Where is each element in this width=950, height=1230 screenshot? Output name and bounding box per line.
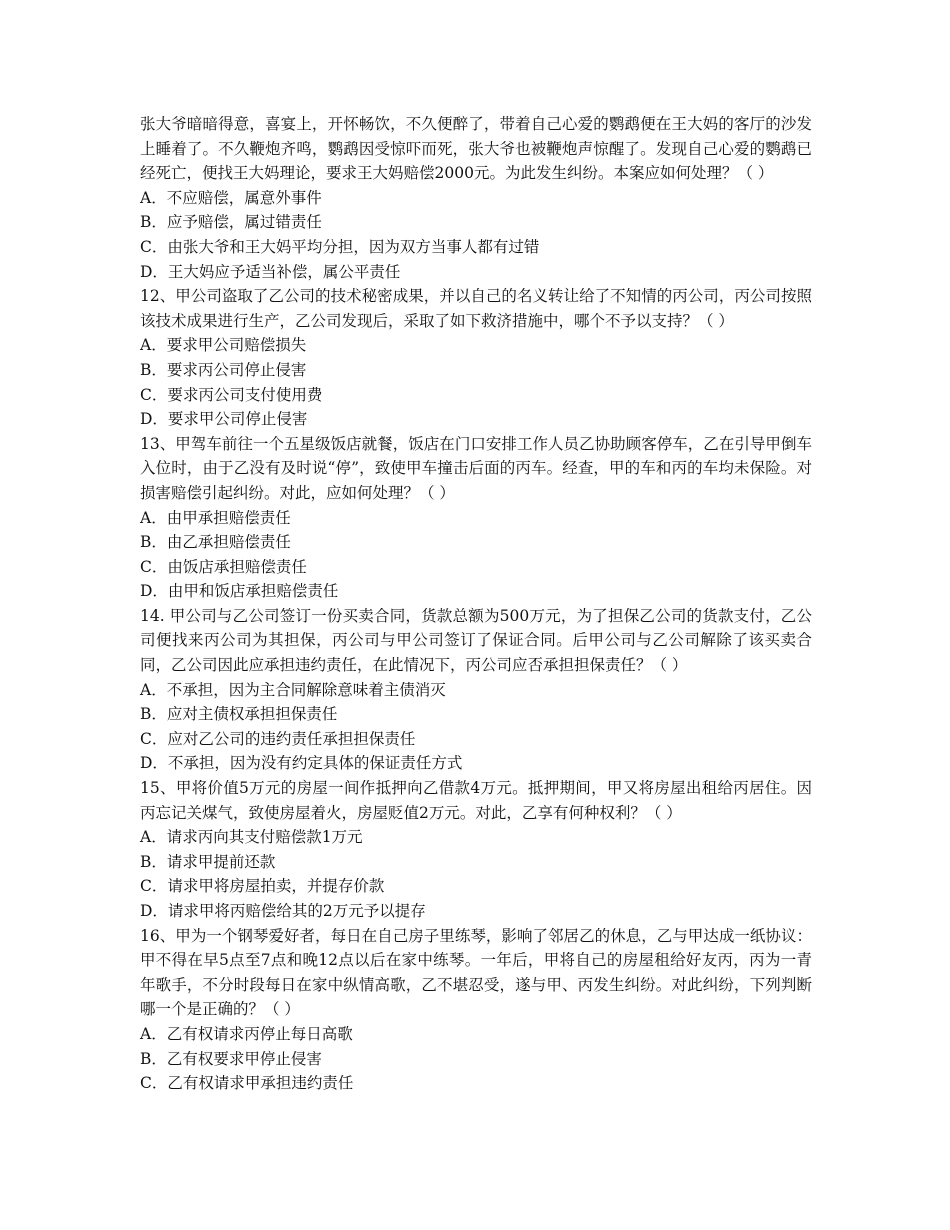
option-a: A．不承担，因为主合同解除意味着主债消灭	[140, 680, 446, 699]
question-14	[140, 604, 812, 776]
option-a: A．不应赔偿，属意外事件	[140, 188, 322, 207]
option-d: D．要求甲公司停止侵害	[140, 410, 308, 429]
question-stem: 12、甲公司盗取了乙公司的技术秘密成果，并以自己的名义转让给了不知情的丙公司，丙公司按照该技术成果进行生产，乙公司发现后，采取了如下救济措施中，哪个不予以支持？（ ）	[140, 287, 812, 330]
question-15	[140, 776, 812, 924]
question-stem: 15、甲将价值5万元的房屋一间作抵押向乙借款4万元。抵押期间，甲又将房屋出租给丙居住。因丙忘记关煤气，致使房屋着火，房屋贬值2万元。对此，乙享有何种权利？（ ）	[140, 779, 812, 822]
option-d: D．不承担，因为没有约定具体的保证责任方式	[140, 754, 463, 773]
question-12	[140, 284, 812, 432]
question-stem: 14. 甲公司与乙公司签订一份买卖合同，货款总额为500万元，为了担保乙公司的货款支付，乙公司便找来丙公司为其担保，丙公司与甲公司签订了保证合同。后甲公司与乙公司解除了该买卖合同，乙公司因此应承担违约责任，在此情况下，丙公司应否承担担保责任？（ ）	[140, 606, 812, 675]
intro-options	[140, 186, 812, 284]
question-stem: 13、甲驾车前往一个五星级饭店就餐，饭店在门口安排工作人员乙协助顾客停车，乙在引导甲倒车入位时，由于乙没有及时说“停”，致使甲车撞击后面的丙车。经查，甲的车和丙的车均未保险。对损害赔偿引起纠纷。对此，应如何处理？（ ）	[140, 434, 812, 502]
option-a: A．请求丙向其支付赔偿款1万元	[140, 828, 363, 847]
option-b: B．请求甲提前还款	[140, 852, 276, 871]
option-a: A．由甲承担赔偿责任	[140, 508, 291, 527]
option-b: B．应予赔偿，属过错责任	[140, 213, 322, 232]
intro-paragraph: 张大爷暗暗得意，喜宴上，开怀畅饮，不久便醉了，带着自己心爱的鹦鹉便在王大妈的客厅的沙发上睡着了。不久鞭炮齐鸣，鹦鹉因受惊吓而死，张大爷也被鞭炮声惊醒了。发现自己心爱的鹦鹉已经死亡，便找王大妈理论，要求王大妈赔偿2000元。为此发生纠纷。本案应如何处理？（ ）	[140, 115, 812, 183]
option-c: C．请求甲将房屋拍卖，并提存价款	[140, 877, 385, 896]
option-d: D．王大妈应予适当补偿，属公平责任	[140, 262, 401, 281]
question-stem: 16、甲为一个钢琴爱好者，每日在自己房子里练琴，影响了邻居乙的休息，乙与甲达成一纸协议：甲不得在早5点至7点和晚12点以后在家中练琴。一年后，甲将自己的房屋租给好友丙，丙为一青年歌手，不分时段每日在家中纵情高歌，乙不堪忍受，遂与甲、丙发生纠纷。对此纠纷，下列判断哪一个是正确的？（ ）	[140, 926, 812, 1019]
option-c: C．要求丙公司支付使用费	[140, 385, 323, 404]
option-d: D．由甲和饭店承担赔偿责任	[140, 582, 339, 601]
option-a: A．要求甲公司赔偿损失	[140, 336, 307, 355]
question-13	[140, 432, 812, 604]
option-c: C．乙有权请求甲承担违约责任	[140, 1074, 354, 1093]
option-b: B．要求丙公司停止侵害	[140, 360, 307, 379]
question-16	[140, 924, 812, 1096]
option-d: D．请求甲将丙赔偿给其的2万元予以提存	[140, 902, 426, 920]
option-c: C．由饭店承担赔偿责任	[140, 557, 307, 576]
option-c: C．应对乙公司的违约责任承担担保责任	[140, 729, 416, 748]
option-b: B．乙有权要求甲停止侵害	[140, 1049, 322, 1068]
option-b: B．应对主债权承担担保责任	[140, 705, 338, 724]
option-b: B．由乙承担赔偿责任	[140, 533, 291, 552]
document-body	[140, 112, 812, 1096]
option-a: A．乙有权请求丙停止每日高歌	[140, 1024, 353, 1043]
option-c: C．由张大爷和王大妈平均分担，因为双方当事人都有过错	[140, 237, 540, 256]
